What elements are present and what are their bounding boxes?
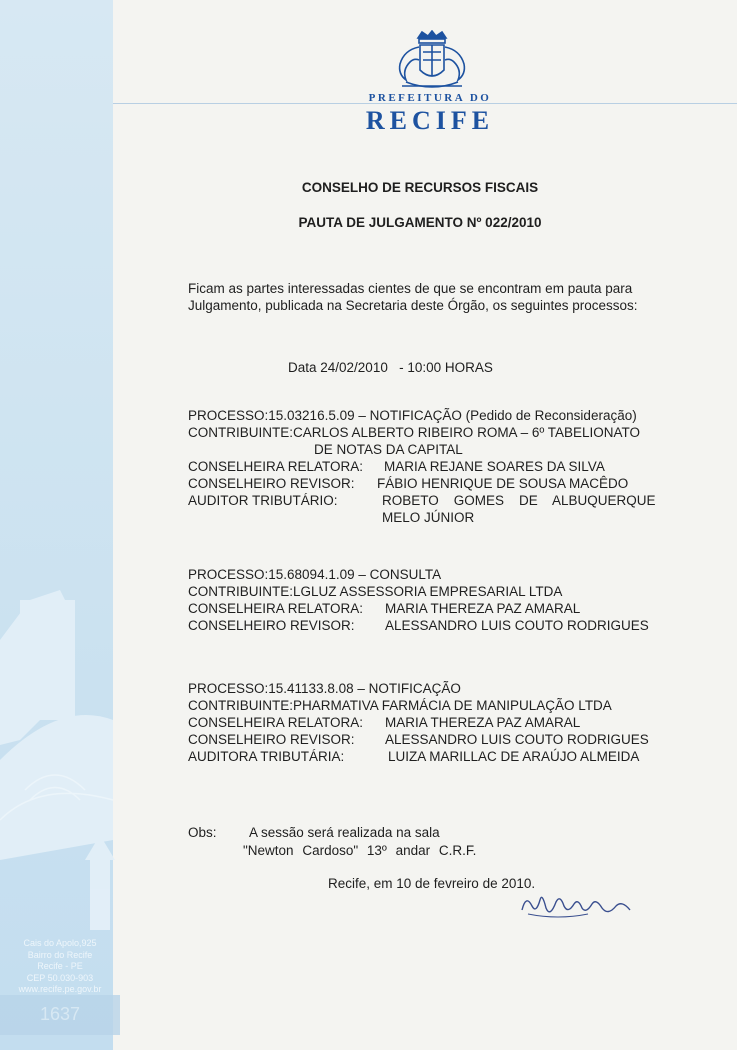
revisor-label: CONSELHEIRO REVISOR: bbox=[188, 618, 355, 633]
relatora-label: CONSELHEIRA RELATORA: bbox=[188, 601, 364, 616]
watermark-year: 1637 bbox=[40, 1004, 81, 1024]
revisor-name: ALESSANDRO LUIS COUTO RODRIGUES bbox=[385, 732, 649, 747]
relatora-name: MARIA THEREZA PAZ AMARAL bbox=[385, 715, 581, 730]
prefeitura-label: PREFEITURA DO bbox=[368, 92, 492, 104]
auditor-continuation: MELO JÚNIOR bbox=[382, 510, 475, 525]
session-date: Data 24/02/2010 - 10:00 HORAS bbox=[288, 360, 493, 375]
address-line: www.recife.pe.gov.br bbox=[18, 984, 102, 994]
address-line: CEP 50.030-903 bbox=[26, 972, 94, 983]
revisor-label: CONSELHEIRO REVISOR: bbox=[188, 732, 355, 747]
contribuinte-line: CONTRIBUINTE:CARLOS ALBERTO RIBEIRO ROMA – 6º TABELIONATO bbox=[188, 425, 641, 440]
processo-line: PROCESSO:15.41133.8.08 – NOTIFICAÇÃO bbox=[188, 681, 461, 696]
auditor-label: AUDITOR TRIBUTÁRIO: bbox=[188, 493, 338, 508]
obs-label: Obs: bbox=[188, 825, 217, 840]
pauta-title: PAUTA DE JULGAMENTO Nº 022/2010 bbox=[298, 215, 542, 230]
contribuinte-line: CONTRIBUINTE:LGLUZ ASSESSORIA EMPRESARIAL LTDA bbox=[188, 584, 563, 599]
council-title: CONSELHO DE RECURSOS FISCAIS bbox=[301, 180, 539, 195]
relatora-label: CONSELHEIRA RELATORA: bbox=[188, 459, 364, 474]
process-block bbox=[188, 680, 688, 765]
sidebar-banner bbox=[0, 0, 113, 1050]
contribuinte-continuation: DE NOTAS DA CAPITAL bbox=[314, 442, 463, 457]
relatora-name: MARIA THEREZA PAZ AMARAL bbox=[385, 601, 581, 616]
address-line: Cais do Apolo,925 bbox=[23, 938, 97, 948]
process-block bbox=[188, 407, 688, 526]
signature bbox=[518, 884, 638, 924]
address-block bbox=[0, 938, 120, 996]
address-line: Recife - PE bbox=[37, 961, 83, 971]
address-line: Bairro do Recife bbox=[27, 949, 93, 960]
auditor-label: AUDITORA TRIBUTÁRIA: bbox=[188, 749, 345, 764]
revisor-name: ALESSANDRO LUIS COUTO RODRIGUES bbox=[385, 618, 649, 633]
obs-line-1: A sessão será realizada na sala bbox=[249, 825, 440, 840]
relatora-name: MARIA REJANE SOARES DA SILVA bbox=[384, 459, 605, 474]
processo-line: PROCESSO:15.03216.5.09 – NOTIFICAÇÃO (Pedido de Reconsideração) bbox=[188, 408, 637, 423]
closing-date: Recife, em 10 de fevreiro de 2010. bbox=[328, 876, 536, 891]
coat-of-arms-icon bbox=[392, 30, 472, 94]
relatora-label: CONSELHEIRA RELATORA: bbox=[188, 715, 364, 730]
city-illustration bbox=[0, 0, 120, 1050]
revisor-label: CONSELHEIRO REVISOR: bbox=[188, 476, 355, 491]
contribuinte-line: CONTRIBUINTE:PHARMATIVA FARMÁCIA DE MANIPULAÇÃO LTDA bbox=[188, 698, 612, 713]
intro-paragraph: Ficam as partes interessadas cientes de que se encontram em pauta para Julgamento, publicada na Secretaria deste Órgão, os seguintes processos: bbox=[188, 281, 638, 313]
process-block bbox=[188, 566, 688, 634]
revisor-name: FÁBIO HENRIQUE DE SOUSA MACÊDO bbox=[377, 476, 629, 491]
processo-line: PROCESSO:15.68094.1.09 – CONSULTA bbox=[188, 567, 442, 582]
auditor-name: LUIZA MARILLAC DE ARAÚJO ALMEIDA bbox=[388, 749, 640, 764]
city-name: RECIFE bbox=[365, 106, 495, 135]
obs-line-2: "Newton Cardoso" 13º andar C.R.F. bbox=[243, 843, 477, 858]
auditor-name: ROBETO GOMES DE ALBUQUERQUE bbox=[382, 493, 656, 508]
